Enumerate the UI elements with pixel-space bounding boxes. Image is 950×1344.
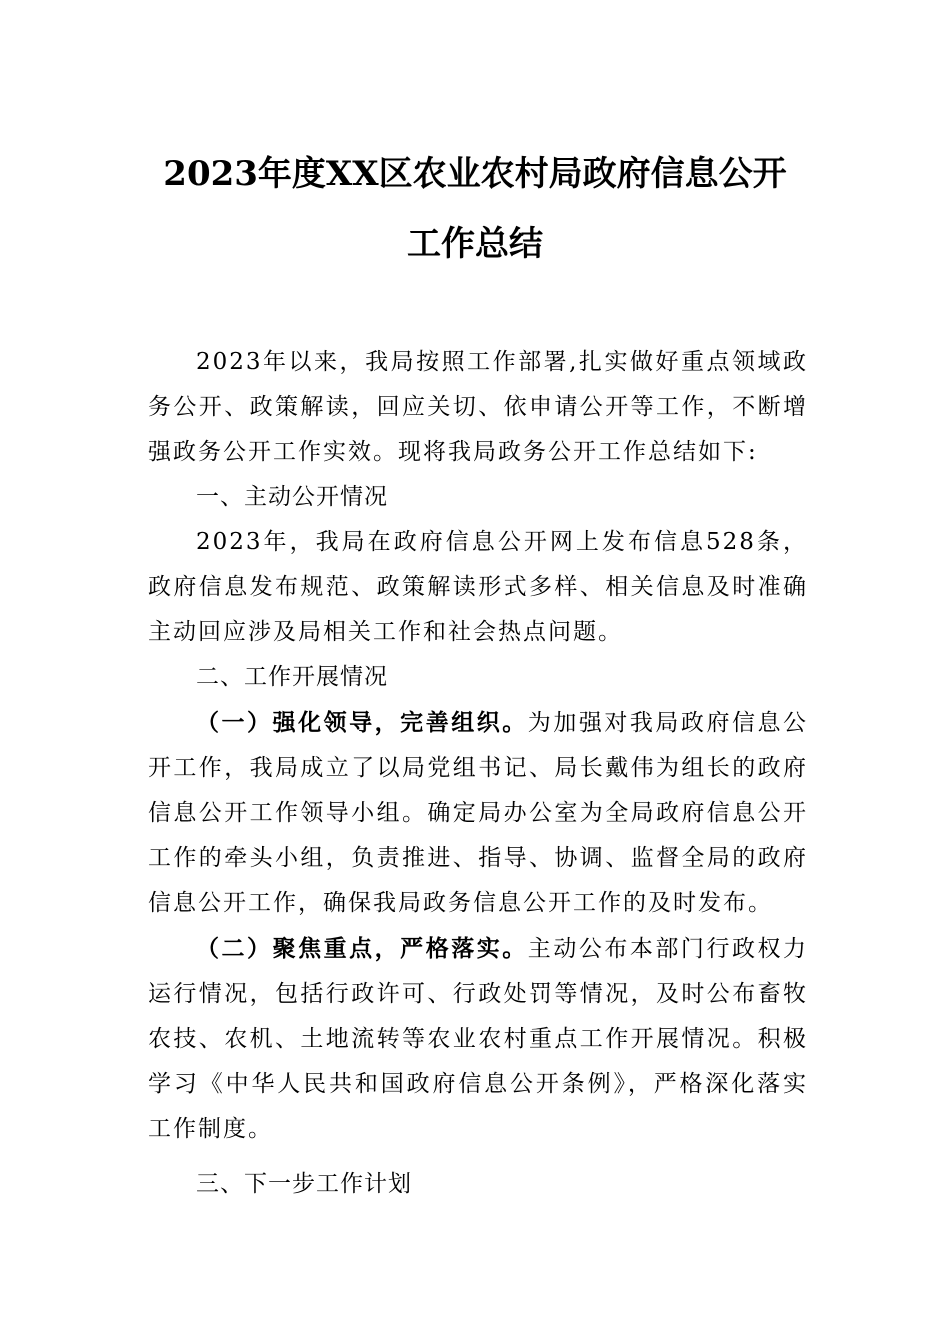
document-body <box>148 340 808 1207</box>
item2-paragraph <box>148 926 808 1152</box>
document-title-line1: 2023年度XX区农业农村局政府信息公开 <box>163 154 787 194</box>
section3-heading: 三、下一步工作计划 <box>196 1171 412 1197</box>
intro-paragraph: 2023年以来，我局按照工作部署,扎实做好重点领域政务公开、政策解读，回应关切、依申请公开等工作，不断增强政务公开工作实效。现将我局政务公开工作总结如下: <box>148 349 808 465</box>
section1-paragraph: 2023年，我局在政府信息公开网上发布信息528条，政府信息发布规范、政策解读形式多样、相关信息及时准确主动回应涉及局相关工作和社会热点问题。 <box>148 529 808 645</box>
item1-paragraph <box>148 700 808 926</box>
item1-lead: （一）强化领导，完善组织。 <box>196 709 528 736</box>
item2-lead: （二）聚焦重点，严格落实。 <box>196 935 528 962</box>
section2-heading: 二、工作开展情况 <box>196 664 388 690</box>
document-title-line2: 工作总结 <box>407 224 543 264</box>
item1-text: 为加强对我局政府信息公开工作，我局成立了以局党组书记、局长戴伟为组长的政府信息公开工作领导小组。确定局办公室为全局政府信息公开工作的牵头小组，负责推进、指导、协调、监督全局的政府信息公开工作，确保我局政务信息公开工作的及时发布。 <box>148 710 809 916</box>
item2-text: 主动公布本部门行政权力运行情况，包括行政许可、行政处罚等情况，及时公布畜牧农技、农机、土地流转等农业农村重点工作开展情况。积极学习《中华人民共和国政府信息公开条例》，严格深化落实工作制度。 <box>148 936 809 1142</box>
section1-heading: 一、主动公开情况 <box>196 484 388 510</box>
